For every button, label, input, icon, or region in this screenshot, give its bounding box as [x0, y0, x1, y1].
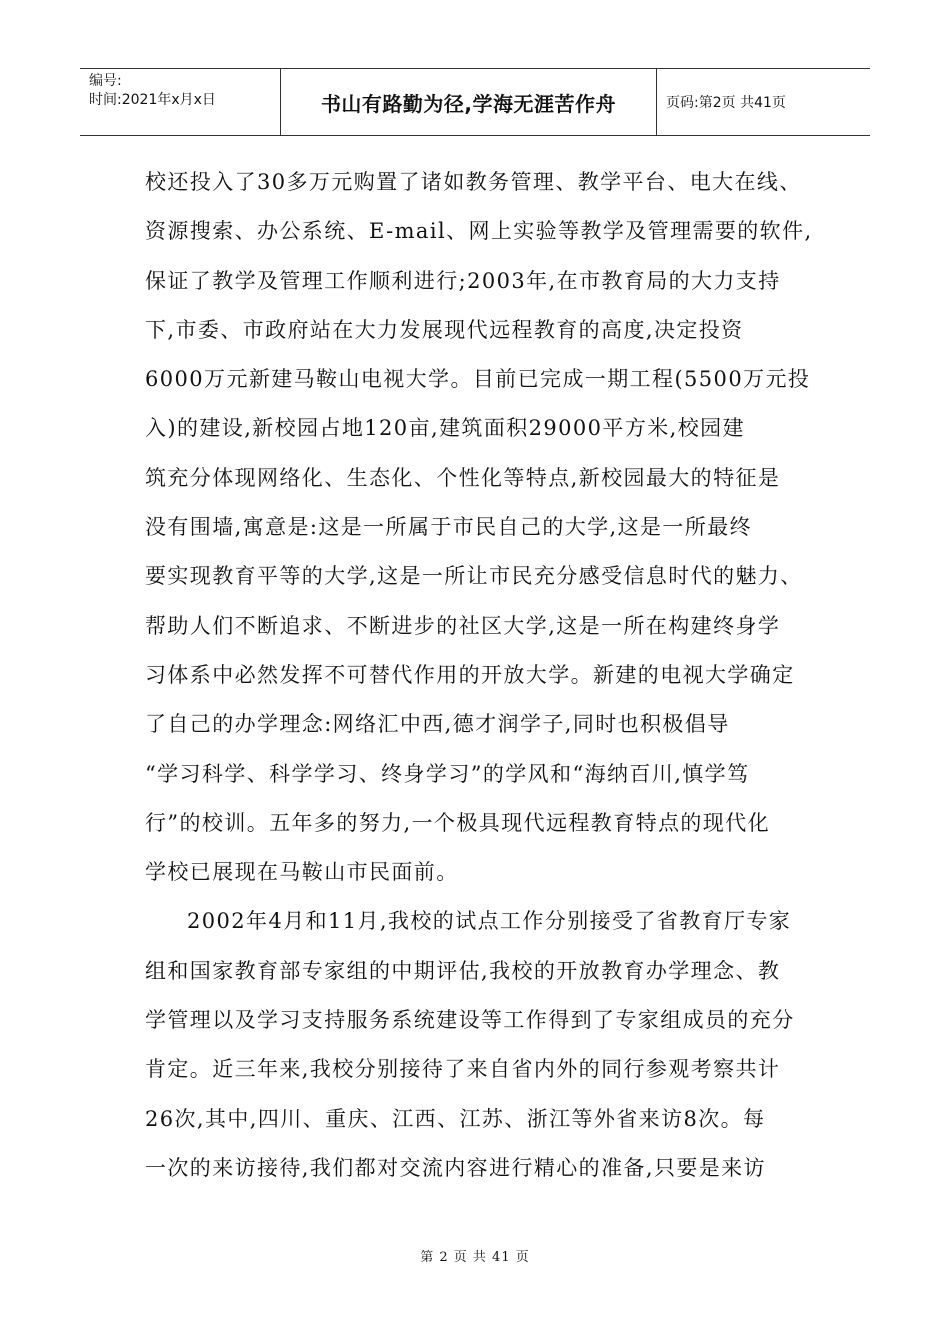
- header-motto-cell: [281, 69, 657, 135]
- body-line: 组和国家教育部专家组的中期评估,我校的开放教育办学理念、教: [145, 958, 781, 983]
- document-header: [80, 68, 870, 136]
- body-line: 6000万元新建马鞍山电视大学。目前已完成一期工程(5500万元投: [145, 367, 811, 392]
- page-footer: 第 2 页 共 41 页: [420, 1250, 530, 1265]
- document-date-label: 时间:2021年x月x日: [89, 92, 216, 108]
- header-motto: 书山有路勤为径,学海无涯苦作舟: [320, 91, 617, 116]
- document-number-label: 编号:: [89, 73, 122, 89]
- body-line: 了自己的办学理念:网络汇中西,德才润学子,同时也积极倡导: [145, 712, 730, 737]
- header-page-number: 页码:第2页 共41页: [666, 95, 786, 111]
- body-line: 资源搜索、办公系统、E-mail、网上实验等教学及管理需要的软件,: [145, 219, 813, 244]
- body-line: 26次,其中,四川、重庆、江西、江苏、浙江等外省来访8次。每: [145, 1106, 766, 1131]
- document-body: [145, 164, 825, 1199]
- body-line: 保证了教学及管理工作顺利进行;2003年,在市教育局的大力支持: [145, 268, 781, 293]
- body-line: 校还投入了30多万元购置了诸如教务管理、教学平台、电大在线、: [145, 170, 802, 194]
- paragraph-start-line: 2002年4月和11月,我校的试点工作分别接受了省教育厅专家: [187, 909, 792, 934]
- body-line: 行”的校训。五年多的努力,一个极具现代远程教育特点的现代化: [145, 810, 771, 835]
- body-line: “学习科学、科学学习、终身学习”的学风和“海纳百川,慎学笃: [145, 761, 750, 786]
- header-page-cell: [657, 69, 870, 135]
- body-line: 筑充分体现网络化、生态化、个性化等特点,新校园最大的特征是: [145, 465, 781, 490]
- body-line: 学校已展现在马鞍山市民面前。: [145, 860, 459, 885]
- body-line: 下,市委、市政府站在大力发展现代远程教育的高度,决定投资: [145, 317, 744, 342]
- body-line: 要实现教育平等的大学,这是一所让市民充分感受信息时代的魅力、: [145, 564, 803, 589]
- body-line: 学管理以及学习支持服务系统建设等工作得到了专家组成员的充分: [145, 1008, 795, 1033]
- body-line: 入)的建设,新校园占地120亩,建筑面积29000平方米,校园建: [145, 416, 745, 441]
- body-line: 一次的来访接待,我们都对交流内容进行精心的准备,只要是来访: [145, 1155, 766, 1180]
- header-meta-cell: [80, 69, 281, 135]
- body-line: 没有围墙,寓意是:这是一所属于市民自己的大学,这是一所最终: [145, 515, 753, 540]
- body-line: 习体系中必然发挥不可替代作用的开放大学。新建的电视大学确定: [145, 662, 795, 687]
- body-line: 帮助人们不断追求、不断进步的社区大学,这是一所在构建终身学: [145, 613, 781, 638]
- body-line: 肯定。近三年来,我校分别接待了来自省内外的同行参观考察共计: [145, 1057, 781, 1082]
